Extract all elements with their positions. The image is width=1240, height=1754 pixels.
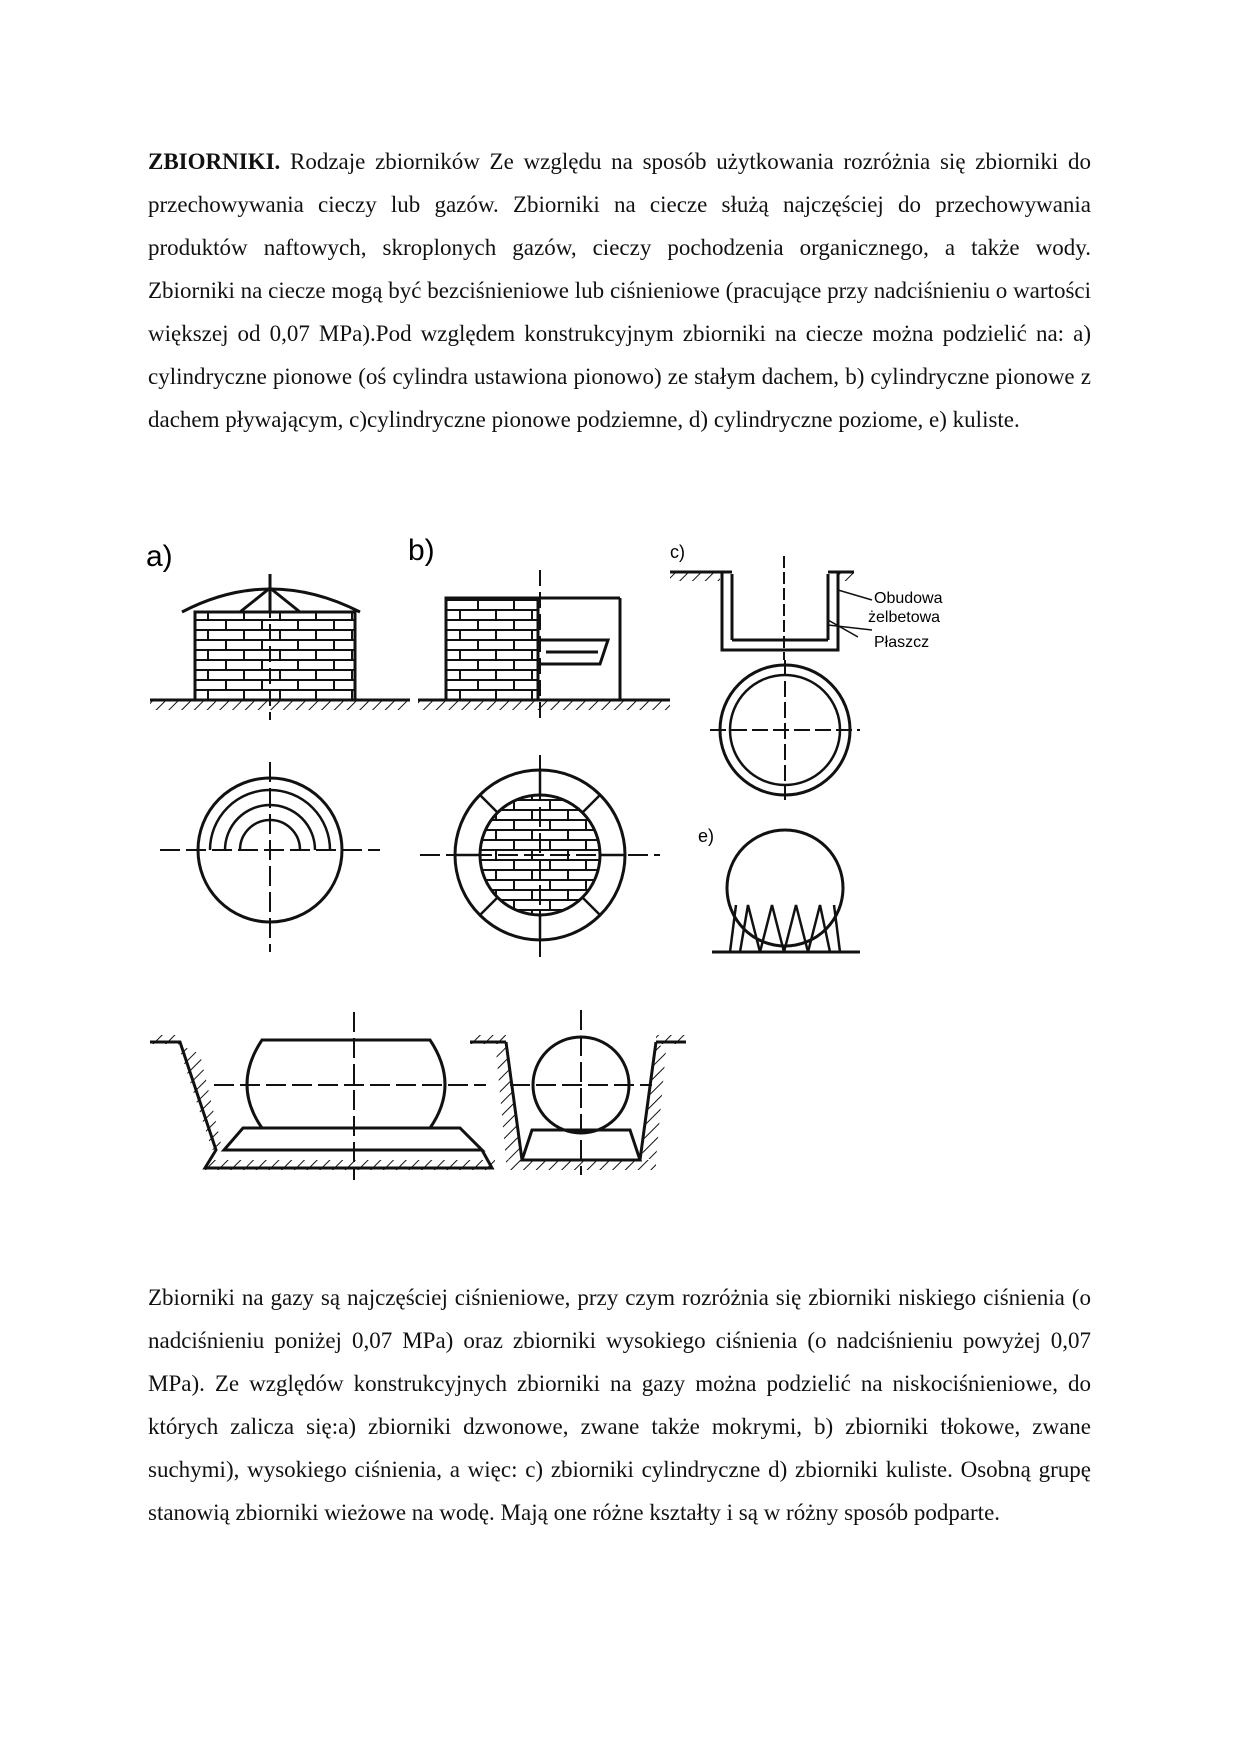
- tank-e-sphere: [712, 830, 860, 952]
- tank-d-horizontal: [150, 1012, 495, 1180]
- label-a: a): [146, 540, 173, 573]
- tank-a-plan: [160, 762, 380, 952]
- label-e: e): [698, 826, 715, 846]
- callout-zelbetowa: żelbetowa: [868, 609, 941, 626]
- intro-text: Rodzaje zbiorników Ze względu na sposób użytkowania rozróżnia się zbiorniki do przechowywania cieczy lub gazów. Zbiorniki na ciecze służą najczęściej do przechowywania produktów naftowych, skroplonych gazów, cieczy pochodzenia organicznego, a także wody. Zbiorniki na ciecze mogą być bezciśnieniowe lub ciśnieniowe (pracujące przy nadciśnieniu o wartości większej od 0,07 MPa).Pod względem konstrukcyjnym zbiorniki na ciecze można podzielić na: a) cylindryczne pionowe (oś cylindra ustawiona pionowo) ze stałym dachem, b) cylindryczne pionowe z dachem pływającym, c)cylindryczne pionowe podziemne, d) cylindryczne poziome, e) kuliste.: [148, 149, 1091, 432]
- tank-a-elevation: [150, 574, 410, 720]
- tank-c-plan: [710, 660, 860, 800]
- gas-tanks-paragraph: Zbiorniki na gazy są najczęściej ciśnieniowe, przy czym rozróżnia się zbiorniki niskiego ciśnienia (o nadciśnieniu poniżej 0,07 MPa) oraz zbiorniki wysokiego ciśnienia (o nadciśnieniu powyżej 0,07 MPa). Ze względów konstrukcyjnych zbiorniki na gazy można podzielić na niskociśnieniowe, do których zalicza się:a) zbiorniki dzwonowe, zwane także mokrymi, b) zbiorniki tłokowe, zwane suchymi), wysokiego ciśnienia, a więc: c) zbiorniki cylindryczne d) zbiorniki kuliste. Osobną grupę stanowią zbiorniki wieżowe na wodę. Mają one różne kształty i są w różny sposób podparte.: [148, 1285, 1091, 1525]
- callout-obudowa: Obudowa: [874, 590, 943, 607]
- label-c: c): [670, 542, 685, 562]
- tank-b-elevation: [418, 570, 670, 720]
- callout-plaszcz: Płaszcz: [874, 634, 930, 651]
- label-b: b): [408, 534, 435, 567]
- section-heading: ZBIORNIKI.: [148, 149, 281, 174]
- tank-b-plan: [420, 755, 660, 958]
- tank-c-section: [670, 556, 872, 660]
- tank-d-cross-section: [470, 1010, 686, 1175]
